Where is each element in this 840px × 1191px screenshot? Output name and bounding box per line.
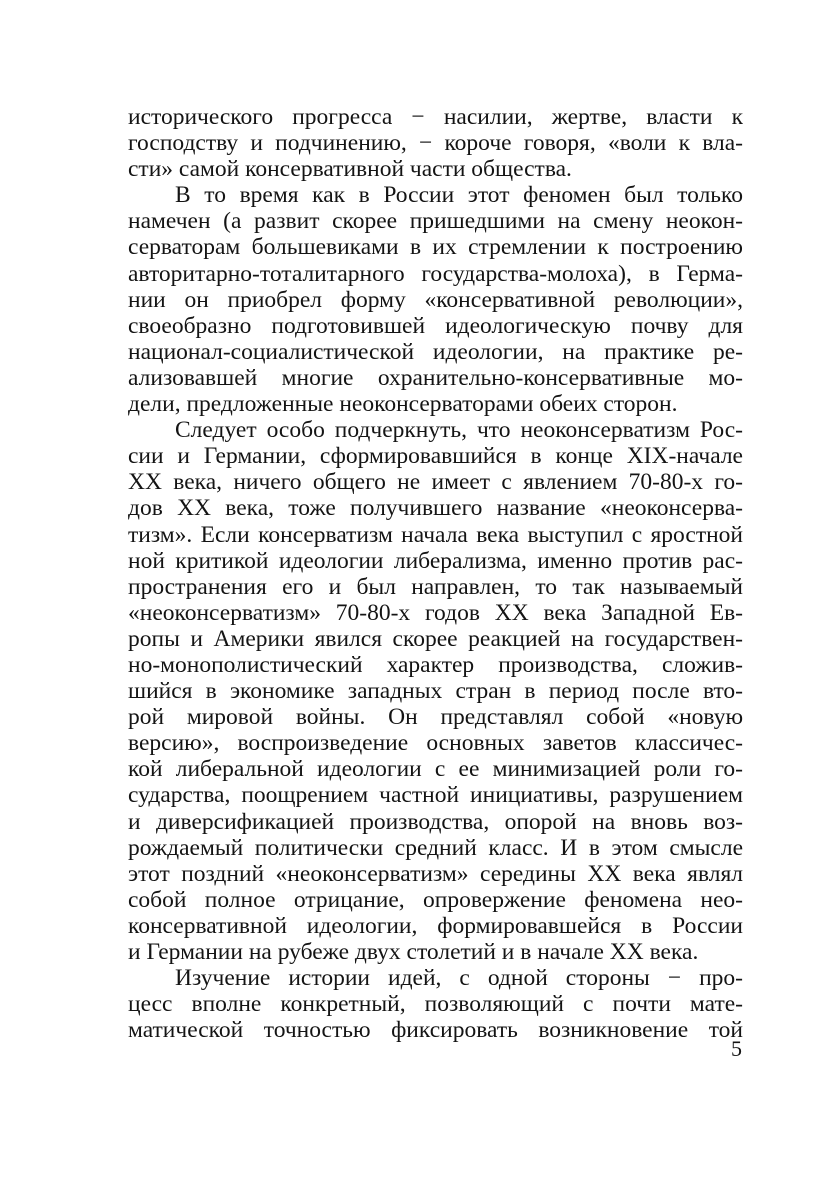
text-line: рождаемый политически средний класс. И в этом смысле <box>128 834 743 861</box>
text-line: национал-социалистической идеологии, на практике ре- <box>128 338 743 365</box>
text-line: своеобразно подготовившей идеологическую почву для <box>128 312 743 339</box>
text-line: исторического прогресса − насилии, жертве, власти к <box>128 104 743 130</box>
text-line: шийся в экономике западных стран в период после вто- <box>128 678 743 705</box>
page-number: 5 <box>731 1036 742 1061</box>
text-line: сии и Германии, сформировавшийся в конце XIX-начале <box>128 443 743 470</box>
text-line: господству и подчинению, − короче говоря, «воли к вла- <box>128 130 743 157</box>
paragraph-first-line: Следует особо подчеркнуть, что неоконсерватизм Рос- <box>175 417 743 444</box>
text-line: ропы и Америки явился скорее реакцией на государствен- <box>128 625 743 652</box>
text-line: дели, предложенные неоконсерваторами обеих сторон. <box>128 391 678 418</box>
text-line: серваторам большевиками в их стремлении к построению <box>128 234 743 261</box>
text-line: дов XX века, тоже получившего название «неоконсерва- <box>128 495 743 522</box>
text-line: ализовавшей многие охранительно-консервативные мо- <box>128 364 743 391</box>
text-line: тизм». Если консерватизм начала века выступил с яростной <box>128 521 743 548</box>
body-text <box>128 104 743 1043</box>
text-line: пространения его и был направлен, то так называемый <box>128 573 743 600</box>
text-line: но-монополистический характер производства, сложив- <box>128 651 743 678</box>
text-line: «неоконсерватизм» 70-80-х годов XX века Западной Ев- <box>128 599 743 626</box>
text-line: сти» самой консервативной части общества. <box>128 156 572 183</box>
paragraph-first-line: Изучение истории идей, с одной стороны − про- <box>175 965 743 992</box>
text-line: XX века, ничего общего не имеет с явлением 70-80-х го- <box>128 469 743 496</box>
text-line: авторитарно-тоталитарного государства-молоха), в Герма- <box>128 260 743 287</box>
text-line: нии он приобрел форму «консервативной революции», <box>128 286 743 313</box>
text-line: версию», воспроизведение основных заветов классичес- <box>128 730 743 757</box>
text-line: цесс вполне конкретный, позволяющий с почти мате- <box>128 991 743 1018</box>
text-line: кой либеральной идеологии с ее минимизацией роли го- <box>128 756 743 783</box>
text-line: этот поздний «неоконсерватизм» середины XX века являл <box>128 860 743 887</box>
text-line: матической точностью фиксировать возникновение той <box>128 1017 743 1044</box>
text-line: и диверсификацией производства, опорой на вновь воз- <box>128 808 743 835</box>
text-line: консервативной идеологии, формировавшейся в России <box>128 912 743 939</box>
text-line: и Германии на рубеже двух столетий и в начале XX века. <box>128 939 699 965</box>
text-line: сударства, поощрением частной инициативы, разрушением <box>128 782 743 809</box>
paragraph-first-line: В то время как в России этот феномен был только <box>175 182 743 209</box>
text-line: рой мировой войны. Он представлял собой «новую <box>128 704 743 731</box>
text-line: ной критикой идеологии либерализма, именно против рас- <box>128 547 743 574</box>
text-line: намечен (а развит скорее пришедшими на смену неокон- <box>128 208 743 235</box>
text-line: собой полное отрицание, опровержение феномена нео- <box>128 886 743 913</box>
